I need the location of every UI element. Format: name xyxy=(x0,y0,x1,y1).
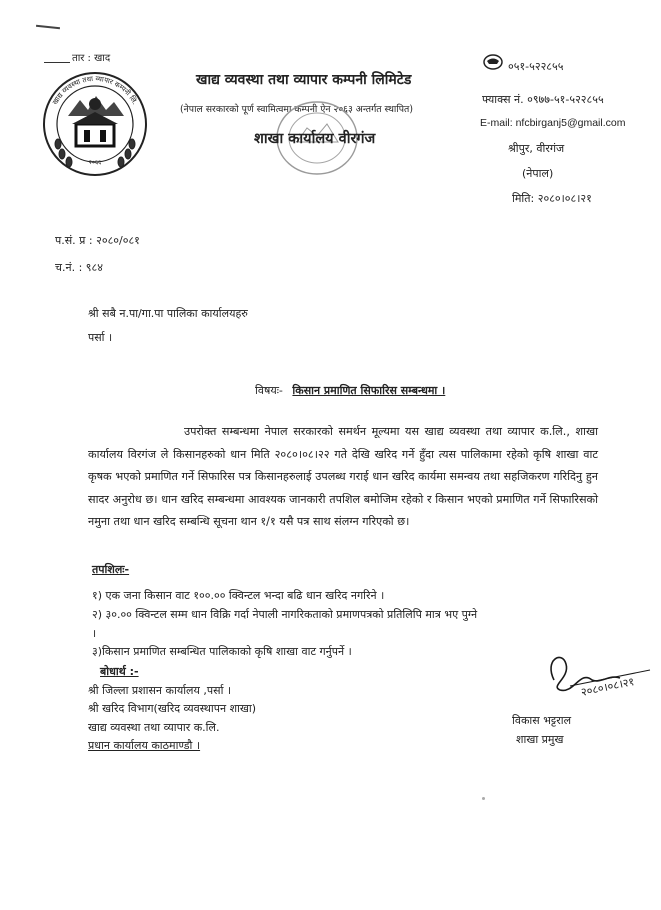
subject-label: विषयः- xyxy=(255,384,283,397)
copy-to-item-1: श्री जिल्ला प्रशासन कार्यालय ,पर्सा । xyxy=(88,684,232,697)
signature-date: २०८०।०८।२१ xyxy=(579,674,636,699)
recipient-line: श्री सबै न.पा/गा.पा पालिका कार्यालयहरु xyxy=(88,307,248,320)
logo-arc-text: खाद्य व्यवस्था तथा व्यापार कम्पनी लि. xyxy=(51,74,139,107)
details-item-1: १) एक जना किसान वाट १००.०० क्विन्टल भन्दा बढि धान खरिद नगरिने । xyxy=(92,589,385,602)
details-item-3: ३)किसान प्रमाणित सम्बन्धित पालिकाको कृषि शाखा वाट गर्नुपर्ने । xyxy=(92,645,352,658)
copy-to-heading: बोधार्थ :- xyxy=(100,665,139,678)
details-item-2-continued: । xyxy=(92,627,97,640)
email-address: E-mail: nfcbirganj5@gmail.com xyxy=(480,117,626,129)
dispatch-number: च.नं. : ९८४ xyxy=(55,261,103,274)
fax-number: फ्याक्स नं. ०९७७-५१-५२२८५५ xyxy=(482,93,604,106)
org-subtitle: (नेपाल सरकारको पूर्ण स्वामित्वमा कम्पनी ऐन २०६३ अन्तर्गत स्थापित) xyxy=(180,104,413,115)
phone-number: ०५१-५२२८५५ xyxy=(508,60,564,73)
scan-speck xyxy=(482,797,485,800)
signatory-title: शाखा प्रमुख xyxy=(516,733,564,746)
signatory-name: विकास भट्टराल xyxy=(512,714,572,727)
scan-dash-mark xyxy=(36,25,60,29)
country: (नेपाल) xyxy=(522,167,554,180)
details-heading: तपशिलः- xyxy=(92,563,130,576)
copy-to-item-3: खाद्य व्यवस्था तथा व्यापार क.लि. xyxy=(88,721,220,734)
letter-body: उपरोक्त सम्बन्धमा नेपाल सरकारको समर्थन मूल्यमा यस खाद्य व्यवस्था तथा व्यापार क.लि., शाखा कार्यालय विरगंज ले किसानहरुको धान मिति २०८०।०८।२२ गते देखि खरिद गर्ने हुँदा त्यस पालिकामा रहेको कृषि शाखा वाट कृषक भएको प्रमाणित गर्ने सिफारिस पत्र किसानहरुलाई उपलब्ध गराई धान खरिद कार्यमा समन्वय तथा सहजिकरण गरिदिनु हुन सादर अनुरोध छ। धान खरिद सम्बन्धमा आवश्यक जानकारी तपशिल बमोजिम रहेको र किसान भएको प्रमाणित गर्ने सिफारिसको नमुना तथा धान खरिद सम्बन्धि सूचना थान १/१ यसै पत्र साथ संलग्न गरिएको छ। xyxy=(88,425,598,528)
subject-line xyxy=(255,383,445,398)
company-logo xyxy=(40,66,150,186)
letter-reference-number: प.सं. प्र : २०८०/०८१ xyxy=(55,234,140,247)
copy-to-item-2: श्री खरिद विभाग(खरिद व्यवस्थापन शाखा) xyxy=(88,702,257,715)
handwritten-signature xyxy=(540,640,660,700)
telegram-underline xyxy=(44,62,70,63)
branch-name: शाखा कार्यालय वीरगंज xyxy=(254,131,376,147)
details-item-2: २) ३०.०० क्विन्टल सम्म धान विक्रि गर्दा नेपाली नागरिकताको प्रमाणपत्रको प्रतिलिपि मात्र भए पुग्ने xyxy=(92,608,478,621)
office-address: श्रीपुर, वीरगंज xyxy=(508,142,565,155)
recipient-district: पर्सा । xyxy=(88,331,113,344)
org-name: खाद्य व्यवस्था तथा व्यापार कम्पनी लिमिटेड xyxy=(196,72,412,88)
copy-to-item-4: प्रधान कार्यालय काठमाण्डौ । xyxy=(88,739,201,752)
letter-date: मिति: २०८०।०८।२१ xyxy=(512,192,592,205)
telephone-icon xyxy=(483,54,503,70)
subject-text: किसान प्रमाणित सिफारिस सम्बन्धमा । xyxy=(292,384,446,397)
telegram-label: तार : खाद xyxy=(72,53,111,64)
logo-year: २०६६ xyxy=(88,159,102,166)
